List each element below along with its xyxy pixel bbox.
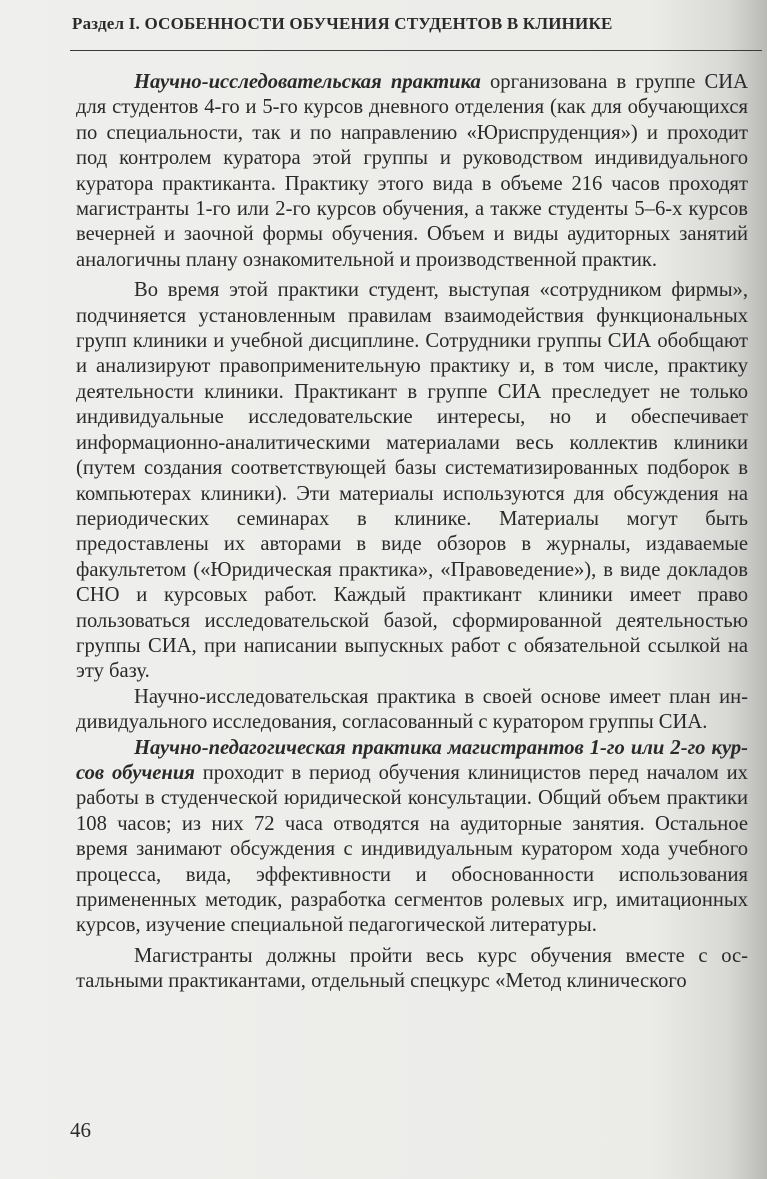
- header-divider: [70, 50, 762, 51]
- term-research-practice: Научно-исследовательская практика: [134, 71, 481, 93]
- paragraph-research-practice: [76, 70, 748, 273]
- paragraph-research-plan: [76, 685, 748, 736]
- page-number: 46: [70, 1118, 91, 1142]
- paragraph-text: Во время этой практики студент, выступая «сотрудником фирмы», подчиняется установленным правилам взаимодействия функциональных групп клиники и учебной дисциплине. Сотрудники группы СИА обобщают и анализируют правоприменительную практику и, в том числе, практику деятельности клиники. Практикант в группе СИА преследует не только индивидуальные исследовательские интересы, но и обеспечивает информационно-аналитическими материалами весь коллектив клиники (путем создания соответствующей базы систематизированных подборок в компьютерах клиники). Эти материалы используются для обсуждения на периодических семинарах в клинике. Материалы могут быть предоставлены их авторами в виде обзоров в журналы, издаваемые факультетом («Юридическая практика», «Правоведение»), в виде докладов СНО и курсовых работ. Каждый практикант клиники имеет право пользоваться исследовательской базой, сформированной деятельностью группы СИА, при написании выпускных работ с обязательной ссылкой на эту базу.: [76, 279, 748, 683]
- paragraph-masters-course: [76, 944, 748, 995]
- page-body: [76, 70, 748, 995]
- paragraph-text: проходит в период обучения клиницистов перед началом их работы в студенческой юридической консультации. Общий объем практики 108 часов; из них 72 часа отводятся на аудиторные занятия. Остальное время занимают обсуждения с индивидуальным куратором хода учебного процесса, вида, эффективности и обоснованности использования примененных методик, разработка сегментов ролевых игр, имитационных курсов, изучение специальной педагогической литературы.: [76, 761, 748, 937]
- paragraph-text: Магистранты должны пройти весь курс обучения вместе с остальными практикантами, отдельный спецкурс «Метод клинического: [76, 944, 748, 993]
- paragraph-teaching-practice: [76, 736, 748, 939]
- paragraph-text: организована в группе СИА для студентов 4-го и 5-го курсов дневного отделения (как для обучающихся по специальности, так и по направлению «Юриспруденция») и проходит под контролем куратора этой группы и руководством индивидуального куратора практиканта. Практику этого вида в объеме 216 часов проходят магистранты 1-го или 2-го курсов обучения, а также студенты 5–6-х курсов вечерней и заочной формы обучения. Объем и виды аудиторных занятий аналогичны плану ознакомительной и производственной практик.: [76, 71, 748, 271]
- running-header: Раздел I. ОСОБЕННОСТИ ОБУЧЕНИЯ СТУДЕНТОВ В КЛИНИКЕ: [72, 14, 613, 33]
- term-teaching-practice: Научно-педагогическая практика магистрантов 1-го или 2-го курсов обучения: [76, 736, 748, 784]
- paragraph-student-role: [76, 278, 748, 685]
- paragraph-text: Научно-исследовательская практика в своей основе имеет план индивидуального исследования, согласованный с куратором группы СИА.: [76, 685, 748, 734]
